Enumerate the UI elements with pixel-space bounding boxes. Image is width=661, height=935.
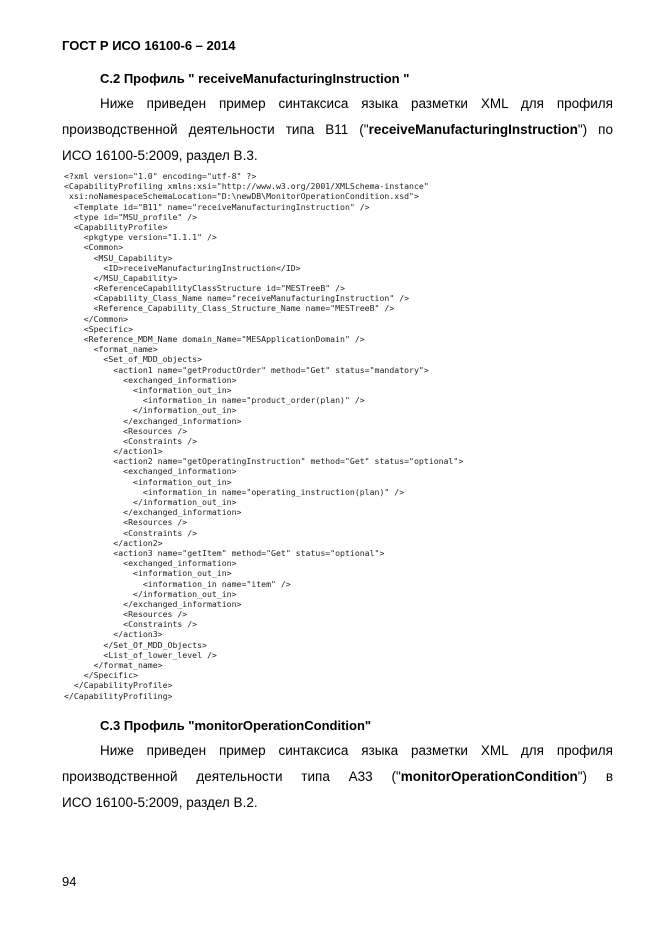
xml-code-line: <Common> <box>64 242 124 253</box>
xml-code-line: <Resources /> <box>64 609 188 620</box>
xml-code-line: <Reference_MDM_Name domain_Name="MESApplicationDomain" /> <box>64 334 365 344</box>
section-c3-line-1: Ниже приведен пример синтаксиса языка разметки XML для профиля <box>100 743 613 758</box>
section-c2-profile-name: receiveManufacturingInstruction <box>368 122 578 137</box>
section-c2-line-2 <box>62 117 613 143</box>
section-c3-title: C.3 Профиль "monitorOperationCondition" <box>100 718 372 733</box>
xml-code-line: </exchanged_information> <box>64 598 242 609</box>
xml-code-line: <Set_of_MDD_objects> <box>64 354 203 365</box>
xml-code-line: <Constraints /> <box>64 527 198 538</box>
section-c3-line-2 <box>62 764 613 790</box>
xml-code-line: <exchanged_information> <box>64 374 237 385</box>
xml-code-line: <Constraints /> <box>64 435 198 446</box>
xml-code-line: </exchanged_information> <box>64 415 242 426</box>
page-number: 94 <box>62 874 77 889</box>
xml-code-line: <exchanged_information> <box>64 466 237 477</box>
xml-code-line: <format_name> <box>64 344 158 355</box>
xml-code-line: <action3 name="getItem" method="Get" status="optional"> <box>64 547 385 558</box>
section-c2-paragraph <box>62 91 613 169</box>
section-c3-paragraph <box>62 738 613 816</box>
xml-code-line: <exchanged_information> <box>64 558 237 569</box>
section-c2-line-3: ИСО 16100-5:2009, раздел В.3. <box>62 148 258 163</box>
xml-code-line: </exchanged_information> <box>64 507 242 518</box>
section-c3-line-2-post: ") в <box>577 769 614 784</box>
xml-code-line: </information_out_in> <box>64 405 237 416</box>
xml-code-block <box>64 171 463 701</box>
xml-code-line: <pkgtype version="1.1.1" /> <box>64 232 217 243</box>
xml-code-line: </information_out_in> <box>64 497 237 507</box>
xml-code-line: </Common> <box>64 313 129 324</box>
xml-code-line: <ID>receiveManufacturingInstruction</ID> <box>64 262 301 273</box>
section-c3-line-3: ИСО 16100-5:2009, раздел В.2. <box>62 795 258 810</box>
xml-code-line: </action2> <box>64 537 163 548</box>
xml-code-line: </action3> <box>64 629 163 640</box>
xml-code-line: <CapabilityProfile> <box>64 221 168 232</box>
xml-code-line: <?xml version="1.0" encoding="utf-8" ?> <box>64 171 257 181</box>
section-c3-profile-name: monitorOperationCondition <box>400 769 578 784</box>
xml-code-line: <information_in name="product_order(plan)" /> <box>64 395 365 406</box>
section-c2-line-2-pre: производственной деятельности типа В11 (" <box>62 122 369 137</box>
xml-code-line: <type id="MSU_profile" /> <box>64 211 198 222</box>
section-c2-line-1: Ниже приведен пример синтаксиса языка разметки XML для профиля <box>100 96 613 111</box>
xml-code-line: <CapabilityProfiling xmlns:xsi="http://www.w3.org/2001/XMLSchema-instance" <box>64 181 429 192</box>
xml-code-line: <action1 name="getProductOrder" method="Get" status="mandatory"> <box>64 364 429 375</box>
document-header: ГОСТ Р ИСО 16100-6 – 2014 <box>62 38 236 53</box>
section-c3-line-2-pre: производственной деятельности типа А33 (" <box>62 769 401 784</box>
xml-code-line: <ReferenceCapabilityClassStructure id="MESTreeB" /> <box>64 283 345 294</box>
xml-code-line: <List_of_lower_level /> <box>64 649 217 660</box>
xml-code-line: </information_out_in> <box>64 588 237 599</box>
section-c2-line-2-post: ") по <box>577 122 614 137</box>
xml-code-line: <information_out_in> <box>64 384 232 395</box>
xml-code-line: <Resources /> <box>64 425 188 436</box>
xml-code-line: xsi:noNamespaceSchemaLocation="D:\newDB\MonitorOperationCondition.xsd"> <box>64 191 419 202</box>
xml-code-line: <Constraints /> <box>64 619 198 630</box>
xml-code-line: <Specific> <box>64 323 134 334</box>
xml-code-line: </action1> <box>64 446 163 457</box>
xml-code-line: </Specific> <box>64 670 138 681</box>
xml-code-line: </format_name> <box>64 660 163 670</box>
xml-code-line: <Template id="B11" name="receiveManufacturingInstruction" /> <box>64 201 370 212</box>
xml-code-line: <information_out_in> <box>64 568 232 579</box>
xml-code-line: <Resources /> <box>64 517 188 528</box>
xml-code-line: </CapabilityProfiling> <box>64 690 173 701</box>
xml-code-line: </Set_Of_MDD_Objects> <box>64 639 207 650</box>
xml-code-line: <MSU_Capability> <box>64 252 173 263</box>
xml-code-line: <information_in name="item" /> <box>64 578 291 589</box>
xml-code-line: <Reference_Capability_Class_Structure_Name name="MESTreeB" /> <box>64 303 395 314</box>
xml-code-line: <information_out_in> <box>64 476 232 487</box>
xml-code-line: </MSU_Capability> <box>64 272 178 283</box>
xml-code-line: <action2 name="getOperatingInstruction" method="Get" status="optional"> <box>64 456 464 467</box>
section-c2-title: C.2 Профиль " receiveManufacturingInstruction " <box>100 71 410 86</box>
xml-code-line: </CapabilityProfile> <box>64 680 173 691</box>
xml-code-line: <Capability_Class_Name name="receiveManufacturingInstruction" /> <box>64 293 410 304</box>
xml-code-line: <information_in name="operating_instruction(plan)" /> <box>64 486 405 497</box>
